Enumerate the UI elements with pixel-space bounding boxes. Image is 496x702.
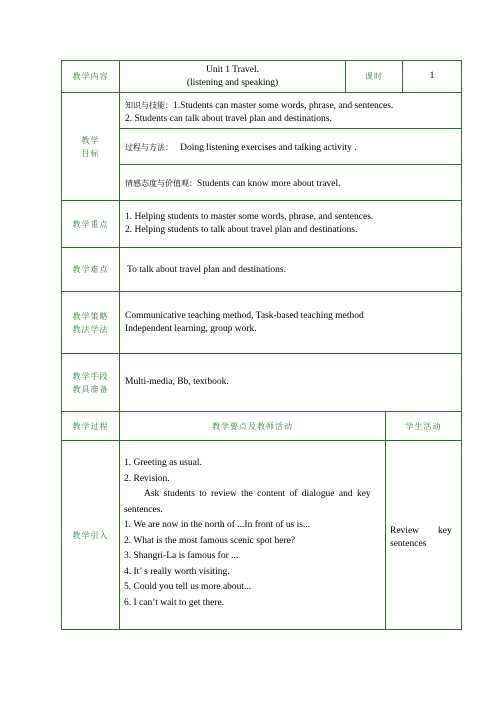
intro-label: 教学引入 xyxy=(61,440,120,630)
intro-line: 3. Shangri-La is famous for ... xyxy=(124,551,239,561)
period-label: 课时 xyxy=(345,60,403,93)
student-activity-header: 学生活动 xyxy=(385,411,462,441)
intro-line: 6. I can’t wait to get there. xyxy=(124,597,225,608)
strategy: Communicative teaching method, Task-based teaching method Independent learning, group work. xyxy=(119,291,462,354)
means-label: 教学手段 教具准备 xyxy=(61,353,120,412)
intro-line: 2. What is the most famous scenic spot here? xyxy=(124,535,296,546)
intro-line: 4. It’ s really worth visiting. xyxy=(124,566,230,577)
process-methods: 过程与方法： Doing listening exercises and talking activity . xyxy=(119,128,462,165)
key-points: 1. Helping students to master some words, phrase, and sentences. 2. Helping students to talk about travel plan and destinations. xyxy=(119,200,462,248)
intro-line: 5. Could you tell us more about... xyxy=(124,582,252,592)
teacher-activity-header: 教学要点及教师活动 xyxy=(119,411,386,441)
student-activity: Review key sentences xyxy=(385,440,462,630)
intro-line: 1. Greeting as usual. xyxy=(124,458,202,468)
period-value: 1 xyxy=(402,60,462,93)
strategy-label: 教学策略 教法学法 xyxy=(61,291,120,354)
intro-line: 1. We are now in the north of ...In front of us is... xyxy=(124,520,311,530)
attitude-values: 情感态度与价值观：Students can know more about travel. xyxy=(119,164,462,201)
unit-title: Unit 1 Travel. xyxy=(205,64,260,75)
intro-line: 2. Revision. xyxy=(124,473,170,484)
means: Multi-media, Bb, textbook. xyxy=(119,353,462,412)
objectives-label: 教学 目标 xyxy=(61,92,120,201)
unit-title-cell xyxy=(119,60,346,93)
unit-subtitle: (listening and speaking) xyxy=(186,77,279,88)
intro-line: Ask students to review the content of dialogue and key xyxy=(144,489,371,499)
knowledge-skills: 知识与技能：1.Students can master some words, phrase, and sentences. 2. Students can talk about travel plan and destinations. xyxy=(119,92,462,129)
lesson-plan-table xyxy=(61,60,462,630)
intro-line: sentences. xyxy=(124,504,163,515)
content-label: 教学内容 xyxy=(61,60,120,93)
process-label: 教学过程 xyxy=(61,411,120,441)
key-points-label: 教学重点 xyxy=(61,200,120,248)
difficulties-label: 教学难点 xyxy=(61,247,120,292)
intro-content xyxy=(119,440,386,630)
difficulties: To talk about travel plan and destinations. xyxy=(119,247,462,292)
